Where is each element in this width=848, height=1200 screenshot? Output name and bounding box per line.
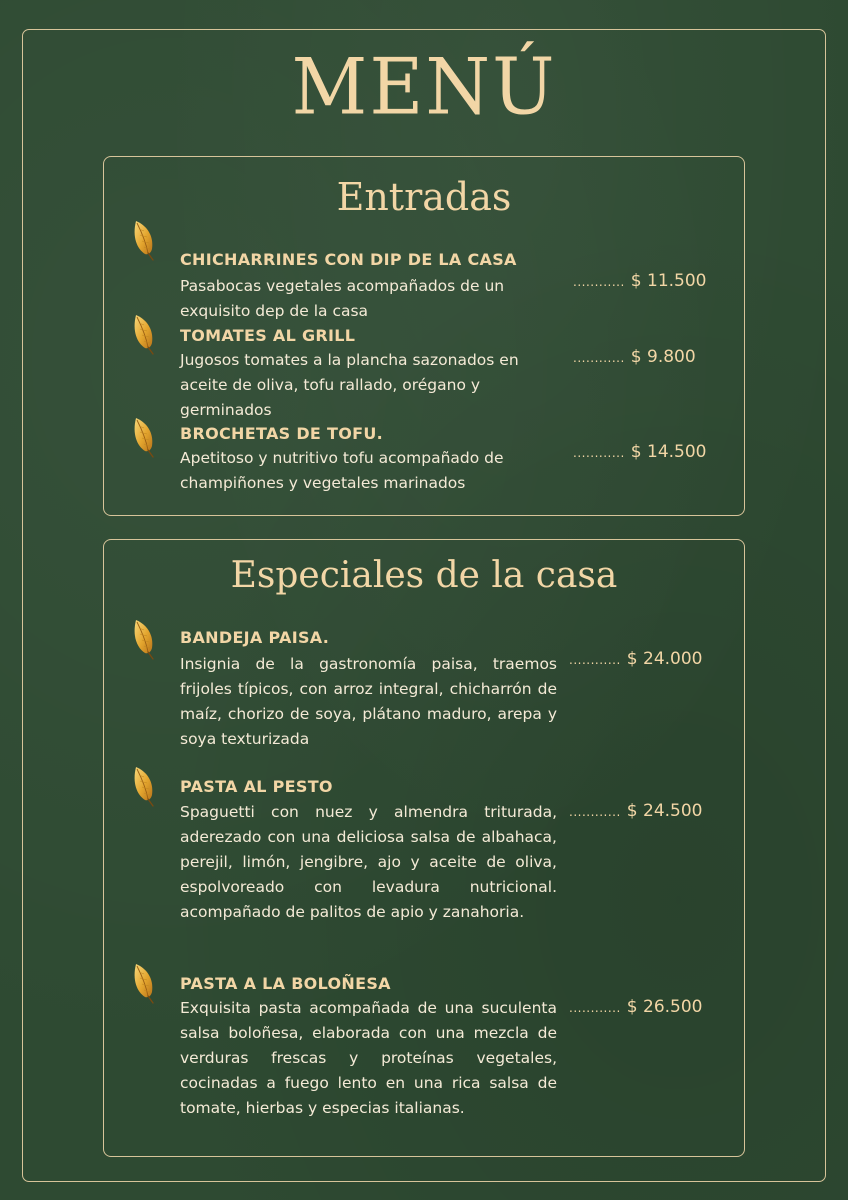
item-price-pasta-bolonesa [569, 997, 702, 1017]
item-description-tomates: Jugosos tomates a la plancha sazonados en aceite de oliva, tofu rallado, orégano y germinados [180, 351, 519, 419]
golden-leaf-icon [130, 765, 156, 807]
item-price-pasta-pesto [569, 801, 702, 821]
item-description-pasta-bolonesa: Exquisita pasta acompañada de una suculenta salsa boloñesa, elaborada con una mezcla de verduras frescas y proteínas vegetales, cocinadas a fuego lento en una rica salsa de tomate, hierbas y especias italianas. [180, 999, 557, 1117]
section-title-entradas: Entradas [336, 175, 512, 219]
price-value: $ 26.500 [626, 997, 703, 1017]
price-value: $ 14.500 [630, 442, 707, 462]
item-description-bandeja-paisa: Insignia de la gastronomía paisa, traemos frijoles típicos, con arroz integral, chicharrón de maíz, chorizo de soya, plátano maduro, arepa y soya texturizada [180, 655, 557, 748]
price-value: $ 11.500 [630, 271, 707, 291]
price-value: $ 24.500 [626, 801, 703, 821]
price-leader-dots: ............ [569, 805, 621, 819]
item-price-brochetas [573, 442, 706, 462]
golden-leaf-icon [130, 962, 156, 1004]
item-price-bandeja-paisa [569, 649, 702, 669]
price-leader-dots: ............ [573, 351, 625, 365]
menu-title: MENÚ [291, 41, 557, 133]
golden-leaf-icon [130, 416, 156, 458]
price-leader-dots: ............ [573, 275, 625, 289]
item-name-brochetas: BROCHETAS DE TOFU. [180, 424, 384, 443]
price-leader-dots: ............ [569, 1001, 621, 1015]
section-title-especiales: Especiales de la casa [230, 555, 618, 596]
item-price-chicharrines [573, 271, 706, 291]
item-name-tomates: TOMATES AL GRILL [180, 326, 356, 345]
item-name-bandeja-paisa: BANDEJA PAISA. [180, 628, 330, 647]
item-name-pasta-pesto: PASTA AL PESTO [180, 777, 333, 796]
item-name-pasta-bolonesa: PASTA A LA BOLOÑESA [180, 974, 391, 993]
golden-leaf-icon [130, 219, 156, 261]
price-leader-dots: ............ [573, 446, 625, 460]
price-value: $ 24.000 [626, 649, 703, 669]
item-description-brochetas: Apetitoso y nutritivo tofu acompañado de champiñones y vegetales marinados [180, 449, 504, 492]
price-leader-dots: ............ [569, 653, 621, 667]
item-description-chicharrines: Pasabocas vegetales acompañados de un exquisito dep de la casa [180, 277, 505, 320]
golden-leaf-icon [130, 618, 156, 660]
price-value: $ 9.800 [630, 347, 696, 367]
golden-leaf-icon [130, 313, 156, 355]
item-price-tomates [573, 347, 696, 367]
item-description-pasta-pesto: Spaguetti con nuez y almendra triturada, aderezado con una deliciosa salsa de albahaca, perejil, limón, jengibre, ajo y aceite de oliva, espolvoreado con levadura nutricional. acompañado de palitos de apio y zanahoria. [180, 803, 557, 921]
item-name-chicharrines: CHICHARRINES CON DIP DE LA CASA [180, 250, 517, 269]
